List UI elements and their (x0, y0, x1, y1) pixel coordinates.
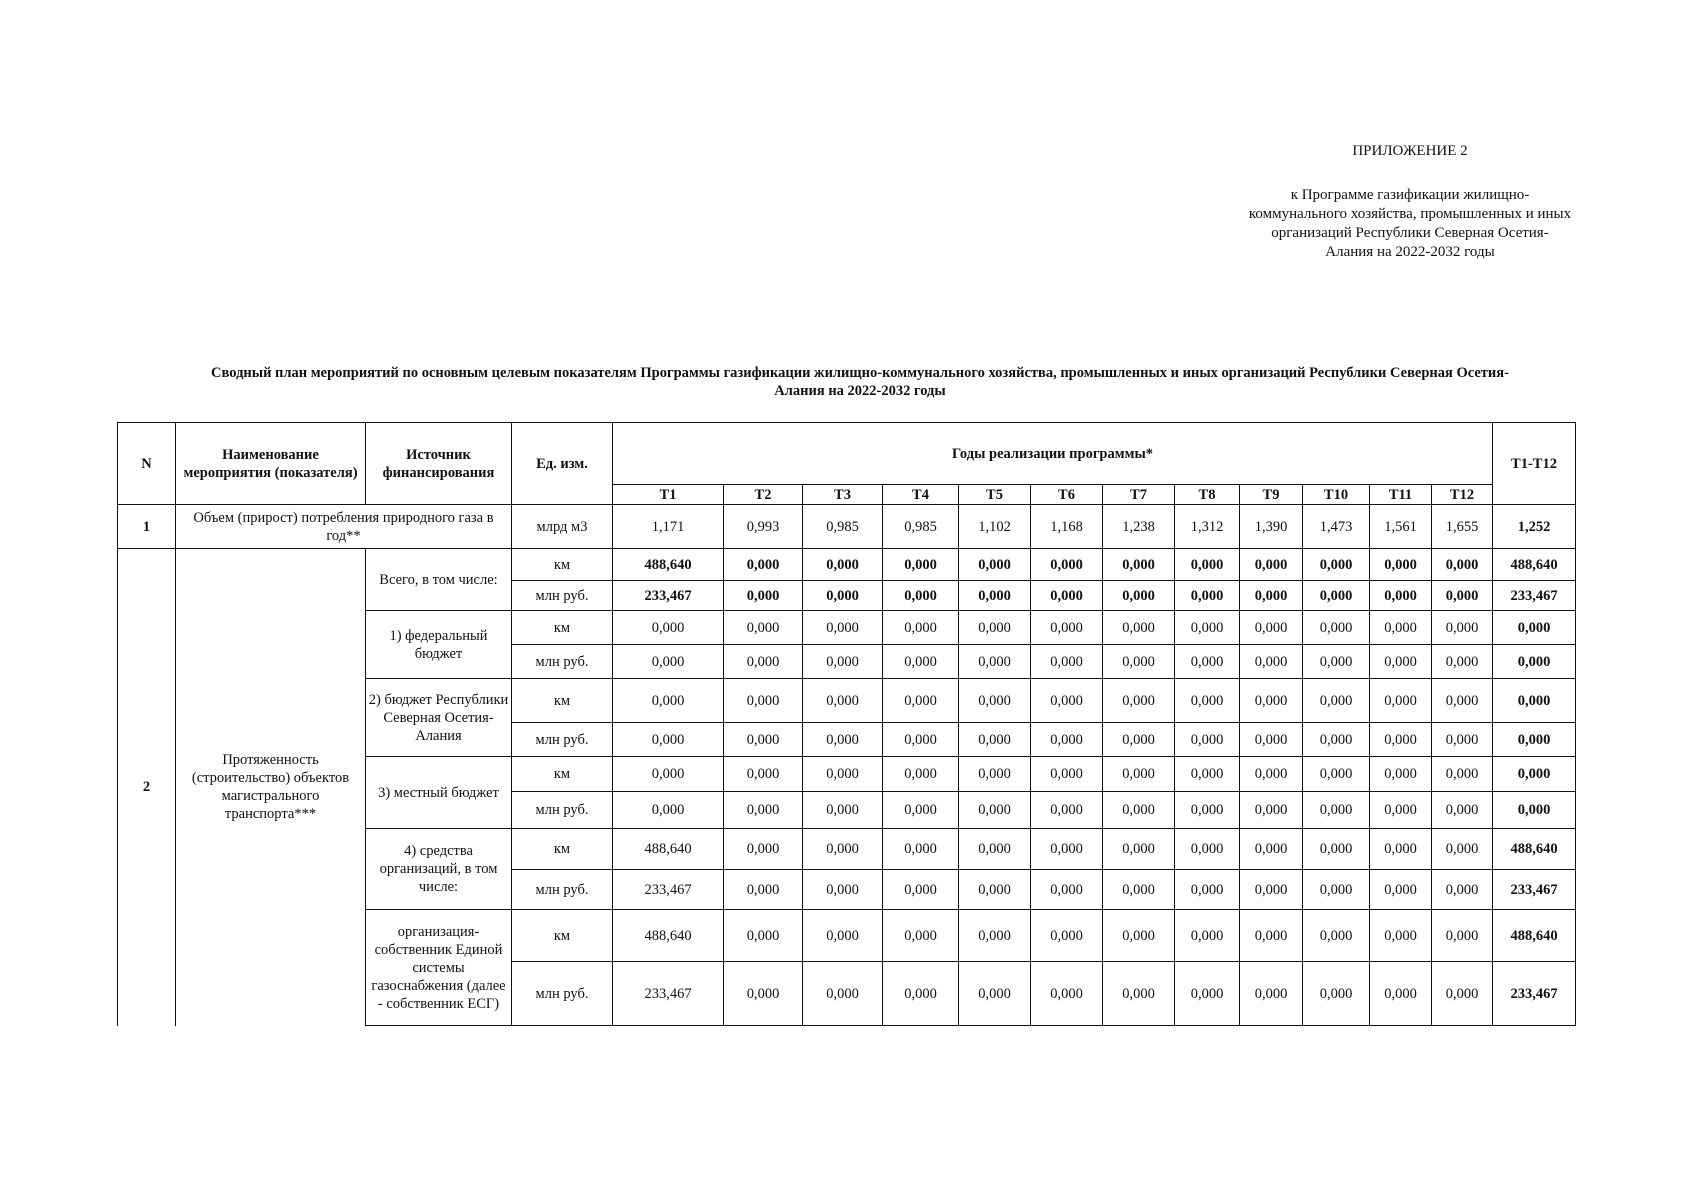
value-cell: 0,000 (1103, 962, 1175, 1026)
col-header-years: Годы реализации программы* (613, 423, 1493, 485)
value-cell: 0,000 (959, 962, 1031, 1026)
unit-cell: км (512, 910, 613, 962)
value-cell: 0,985 (883, 505, 959, 549)
total-cell: 0,000 (1493, 723, 1576, 757)
value-cell: 0,000 (883, 870, 959, 910)
indicator-name: Объем (прирост) потребления природного газа в год** (176, 505, 512, 549)
value-cell: 0,000 (1432, 829, 1493, 870)
value-cell: 0,000 (1240, 723, 1303, 757)
value-cell: 0,000 (724, 581, 803, 611)
value-cell: 0,000 (959, 611, 1031, 645)
value-cell: 0,000 (1175, 829, 1240, 870)
value-cell: 0,000 (1303, 792, 1370, 829)
col-header-source: Источник финансирования (366, 423, 512, 505)
value-cell: 0,000 (1303, 549, 1370, 581)
document-title-line: Алания на 2022-2032 годы (774, 383, 946, 399)
value-cell: 0,000 (1103, 792, 1175, 829)
value-cell: 0,000 (883, 829, 959, 870)
value-cell: 0,000 (1103, 829, 1175, 870)
value-cell: 0,985 (803, 505, 883, 549)
col-header-period: Т10 (1303, 485, 1370, 505)
value-cell: 233,467 (613, 581, 724, 611)
value-cell: 488,640 (613, 829, 724, 870)
value-cell: 0,000 (1175, 757, 1240, 792)
value-cell: 0,000 (803, 870, 883, 910)
unit-cell: млн руб. (512, 581, 613, 611)
value-cell: 0,000 (1031, 549, 1103, 581)
value-cell: 0,000 (959, 829, 1031, 870)
value-cell: 0,000 (1175, 962, 1240, 1026)
value-cell: 0,000 (1240, 910, 1303, 962)
value-cell: 0,000 (613, 611, 724, 645)
value-cell: 0,000 (883, 611, 959, 645)
value-cell: 0,000 (803, 723, 883, 757)
value-cell: 0,000 (803, 679, 883, 723)
value-cell: 0,000 (1432, 549, 1493, 581)
value-cell: 0,000 (1370, 723, 1432, 757)
value-cell: 0,000 (803, 757, 883, 792)
value-cell: 0,000 (724, 962, 803, 1026)
value-cell: 0,000 (1432, 679, 1493, 723)
indicator-name: Протяженность (строительство) объектов магистрального транспорта*** (176, 549, 366, 1026)
value-cell: 0,000 (883, 962, 959, 1026)
value-cell: 0,000 (613, 645, 724, 679)
col-header-unit: Ед. изм. (512, 423, 613, 505)
value-cell: 233,467 (613, 962, 724, 1026)
value-cell: 0,000 (613, 723, 724, 757)
value-cell: 0,000 (1370, 829, 1432, 870)
value-cell: 0,000 (724, 910, 803, 962)
value-cell: 0,000 (803, 581, 883, 611)
value-cell: 0,000 (1031, 910, 1103, 962)
value-cell: 0,000 (1370, 962, 1432, 1026)
value-cell: 0,000 (803, 549, 883, 581)
value-cell: 0,000 (1240, 679, 1303, 723)
unit-cell: км (512, 829, 613, 870)
unit-cell: млн руб. (512, 962, 613, 1026)
value-cell: 0,000 (724, 757, 803, 792)
value-cell: 0,000 (803, 910, 883, 962)
value-cell: 0,000 (1303, 829, 1370, 870)
appendix-subtitle-line: коммунального хозяйства, промышленных и иных (1248, 206, 1572, 222)
value-cell: 488,640 (613, 910, 724, 962)
value-cell: 0,000 (1432, 723, 1493, 757)
value-cell: 0,000 (1370, 757, 1432, 792)
unit-cell: млн руб. (512, 645, 613, 679)
document-title-line: Сводный план мероприятий по основным целевым показателям Программы газификации жилищно-коммунального хозяйства, промышленных и иных организаций Республики Северная Осетия- (211, 365, 1509, 381)
value-cell: 0,000 (1303, 611, 1370, 645)
value-cell: 0,000 (1240, 549, 1303, 581)
value-cell: 0,000 (959, 645, 1031, 679)
value-cell: 0,000 (883, 910, 959, 962)
value-cell: 0,000 (1103, 611, 1175, 645)
value-cell: 0,000 (959, 679, 1031, 723)
total-cell: 0,000 (1493, 611, 1576, 645)
value-cell: 0,000 (724, 870, 803, 910)
value-cell: 0,000 (883, 792, 959, 829)
col-header-period: Т6 (1031, 485, 1103, 505)
value-cell: 0,000 (1031, 757, 1103, 792)
value-cell: 0,000 (1103, 645, 1175, 679)
value-cell: 1,390 (1240, 505, 1303, 549)
value-cell: 0,000 (803, 962, 883, 1026)
value-cell: 1,312 (1175, 505, 1240, 549)
value-cell: 0,000 (1031, 792, 1103, 829)
funding-source: организация-собственник Единой системы газоснабжения (далее - собственник ЕСГ) (366, 910, 512, 1026)
value-cell: 0,000 (803, 792, 883, 829)
value-cell: 0,000 (724, 792, 803, 829)
row-number: 2 (118, 549, 176, 1026)
total-cell: 488,640 (1493, 829, 1576, 870)
funding-source: 3) местный бюджет (366, 757, 512, 829)
value-cell: 1,561 (1370, 505, 1432, 549)
value-cell: 0,000 (1175, 910, 1240, 962)
value-cell: 0,000 (1103, 549, 1175, 581)
appendix-subtitle-line: Алания на 2022-2032 годы (1325, 244, 1495, 260)
value-cell: 0,000 (1175, 870, 1240, 910)
table-row (118, 549, 1576, 581)
col-header-total: Т1-Т12 (1493, 423, 1576, 505)
col-header-period: Т12 (1432, 485, 1493, 505)
value-cell: 0,000 (959, 910, 1031, 962)
value-cell: 0,000 (1031, 723, 1103, 757)
document-title (120, 364, 1600, 400)
value-cell: 0,000 (1240, 581, 1303, 611)
row-number: 1 (118, 505, 176, 549)
value-cell: 0,000 (724, 645, 803, 679)
value-cell: 0,000 (1303, 870, 1370, 910)
value-cell: 0,000 (613, 792, 724, 829)
value-cell: 0,000 (883, 679, 959, 723)
value-cell: 0,000 (1432, 757, 1493, 792)
unit-cell: км (512, 611, 613, 645)
value-cell: 0,000 (1103, 870, 1175, 910)
value-cell: 0,000 (1370, 581, 1432, 611)
funding-source: Всего, в том числе: (366, 549, 512, 611)
value-cell: 0,000 (1370, 549, 1432, 581)
value-cell: 0,000 (1031, 581, 1103, 611)
value-cell: 0,000 (1432, 581, 1493, 611)
value-cell: 1,168 (1031, 505, 1103, 549)
value-cell: 488,640 (613, 549, 724, 581)
value-cell: 0,000 (1031, 962, 1103, 1026)
unit-cell: км (512, 549, 613, 581)
value-cell: 0,000 (883, 645, 959, 679)
value-cell: 0,000 (959, 757, 1031, 792)
value-cell: 1,655 (1432, 505, 1493, 549)
value-cell: 0,000 (1031, 870, 1103, 910)
value-cell: 0,000 (1175, 792, 1240, 829)
total-cell: 488,640 (1493, 549, 1576, 581)
value-cell: 0,000 (1103, 910, 1175, 962)
value-cell: 0,000 (1031, 679, 1103, 723)
value-cell: 0,000 (1103, 757, 1175, 792)
value-cell: 0,000 (1370, 910, 1432, 962)
value-cell: 0,000 (1432, 792, 1493, 829)
value-cell: 1,171 (613, 505, 724, 549)
value-cell: 0,000 (724, 611, 803, 645)
value-cell: 0,000 (1370, 792, 1432, 829)
value-cell: 1,238 (1103, 505, 1175, 549)
unit-cell: км (512, 679, 613, 723)
value-cell: 0,000 (724, 723, 803, 757)
value-cell: 1,473 (1303, 505, 1370, 549)
col-header-period: Т2 (724, 485, 803, 505)
value-cell: 0,000 (803, 611, 883, 645)
value-cell: 0,000 (1303, 757, 1370, 792)
value-cell: 0,000 (1240, 829, 1303, 870)
appendix-subtitle (1200, 186, 1620, 262)
total-cell: 0,000 (1493, 792, 1576, 829)
value-cell: 0,000 (1432, 910, 1493, 962)
value-cell: 0,000 (1432, 870, 1493, 910)
total-cell: 0,000 (1493, 645, 1576, 679)
value-cell: 0,000 (1175, 723, 1240, 757)
appendix-subtitle-line: к Программе газификации жилищно- (1290, 187, 1530, 203)
value-cell: 0,000 (1175, 645, 1240, 679)
value-cell: 0,000 (1031, 611, 1103, 645)
value-cell: 0,000 (1240, 645, 1303, 679)
col-header-period: Т9 (1240, 485, 1303, 505)
plan-table (117, 422, 1576, 1026)
value-cell: 0,000 (1370, 679, 1432, 723)
funding-source: 2) бюджет Республики Северная Осетия-Алания (366, 679, 512, 757)
col-header-period: Т1 (613, 485, 724, 505)
value-cell: 0,993 (724, 505, 803, 549)
value-cell: 0,000 (1175, 549, 1240, 581)
value-cell: 0,000 (1303, 962, 1370, 1026)
unit-cell: млн руб. (512, 870, 613, 910)
value-cell: 0,000 (1240, 757, 1303, 792)
total-cell: 233,467 (1493, 962, 1576, 1026)
value-cell: 0,000 (1175, 581, 1240, 611)
value-cell: 0,000 (959, 723, 1031, 757)
total-cell: 1,252 (1493, 505, 1576, 549)
value-cell: 0,000 (1370, 611, 1432, 645)
value-cell: 0,000 (1240, 962, 1303, 1026)
header-row (118, 423, 1576, 485)
funding-source: 4) средства организаций, в том числе: (366, 829, 512, 910)
table-row (118, 505, 1576, 549)
value-cell: 0,000 (883, 549, 959, 581)
value-cell: 0,000 (613, 757, 724, 792)
value-cell: 0,000 (1175, 679, 1240, 723)
value-cell: 0,000 (613, 679, 724, 723)
value-cell: 0,000 (883, 723, 959, 757)
value-cell: 233,467 (613, 870, 724, 910)
value-cell: 0,000 (1103, 581, 1175, 611)
unit-cell: млн руб. (512, 792, 613, 829)
value-cell: 0,000 (1103, 679, 1175, 723)
value-cell: 0,000 (1303, 723, 1370, 757)
value-cell: 0,000 (1175, 611, 1240, 645)
value-cell: 0,000 (724, 549, 803, 581)
col-header-period: Т4 (883, 485, 959, 505)
col-header-period: Т8 (1175, 485, 1240, 505)
value-cell: 0,000 (1303, 679, 1370, 723)
col-header-n: N (118, 423, 176, 505)
value-cell: 0,000 (1031, 829, 1103, 870)
value-cell: 0,000 (1240, 870, 1303, 910)
value-cell: 0,000 (1303, 910, 1370, 962)
value-cell: 0,000 (803, 829, 883, 870)
value-cell: 0,000 (1240, 611, 1303, 645)
value-cell: 0,000 (1432, 611, 1493, 645)
value-cell: 0,000 (1370, 645, 1432, 679)
value-cell: 0,000 (1303, 645, 1370, 679)
col-header-name: Наименование мероприятия (показателя) (176, 423, 366, 505)
col-header-period: Т5 (959, 485, 1031, 505)
value-cell: 1,102 (959, 505, 1031, 549)
col-header-period: Т11 (1370, 485, 1432, 505)
value-cell: 0,000 (883, 757, 959, 792)
value-cell: 0,000 (959, 549, 1031, 581)
value-cell: 0,000 (959, 870, 1031, 910)
unit-cell: млрд м3 (512, 505, 613, 549)
col-header-period: Т3 (803, 485, 883, 505)
total-cell: 0,000 (1493, 679, 1576, 723)
value-cell: 0,000 (959, 581, 1031, 611)
value-cell: 0,000 (1103, 723, 1175, 757)
funding-source: 1) федеральный бюджет (366, 611, 512, 679)
value-cell: 0,000 (1432, 645, 1493, 679)
total-cell: 488,640 (1493, 910, 1576, 962)
total-cell: 233,467 (1493, 581, 1576, 611)
value-cell: 0,000 (1303, 581, 1370, 611)
value-cell: 0,000 (724, 679, 803, 723)
appendix-subtitle-line: организаций Республики Северная Осетия- (1271, 225, 1549, 241)
total-cell: 0,000 (1493, 757, 1576, 792)
unit-cell: млн руб. (512, 723, 613, 757)
value-cell: 0,000 (1240, 792, 1303, 829)
value-cell: 0,000 (883, 581, 959, 611)
unit-cell: км (512, 757, 613, 792)
value-cell: 0,000 (803, 645, 883, 679)
value-cell: 0,000 (1432, 962, 1493, 1026)
value-cell: 0,000 (1031, 645, 1103, 679)
value-cell: 0,000 (959, 792, 1031, 829)
value-cell: 0,000 (1370, 870, 1432, 910)
col-header-period: Т7 (1103, 485, 1175, 505)
value-cell: 0,000 (724, 829, 803, 870)
total-cell: 233,467 (1493, 870, 1576, 910)
appendix-title: ПРИЛОЖЕНИЕ 2 (1352, 143, 1468, 159)
